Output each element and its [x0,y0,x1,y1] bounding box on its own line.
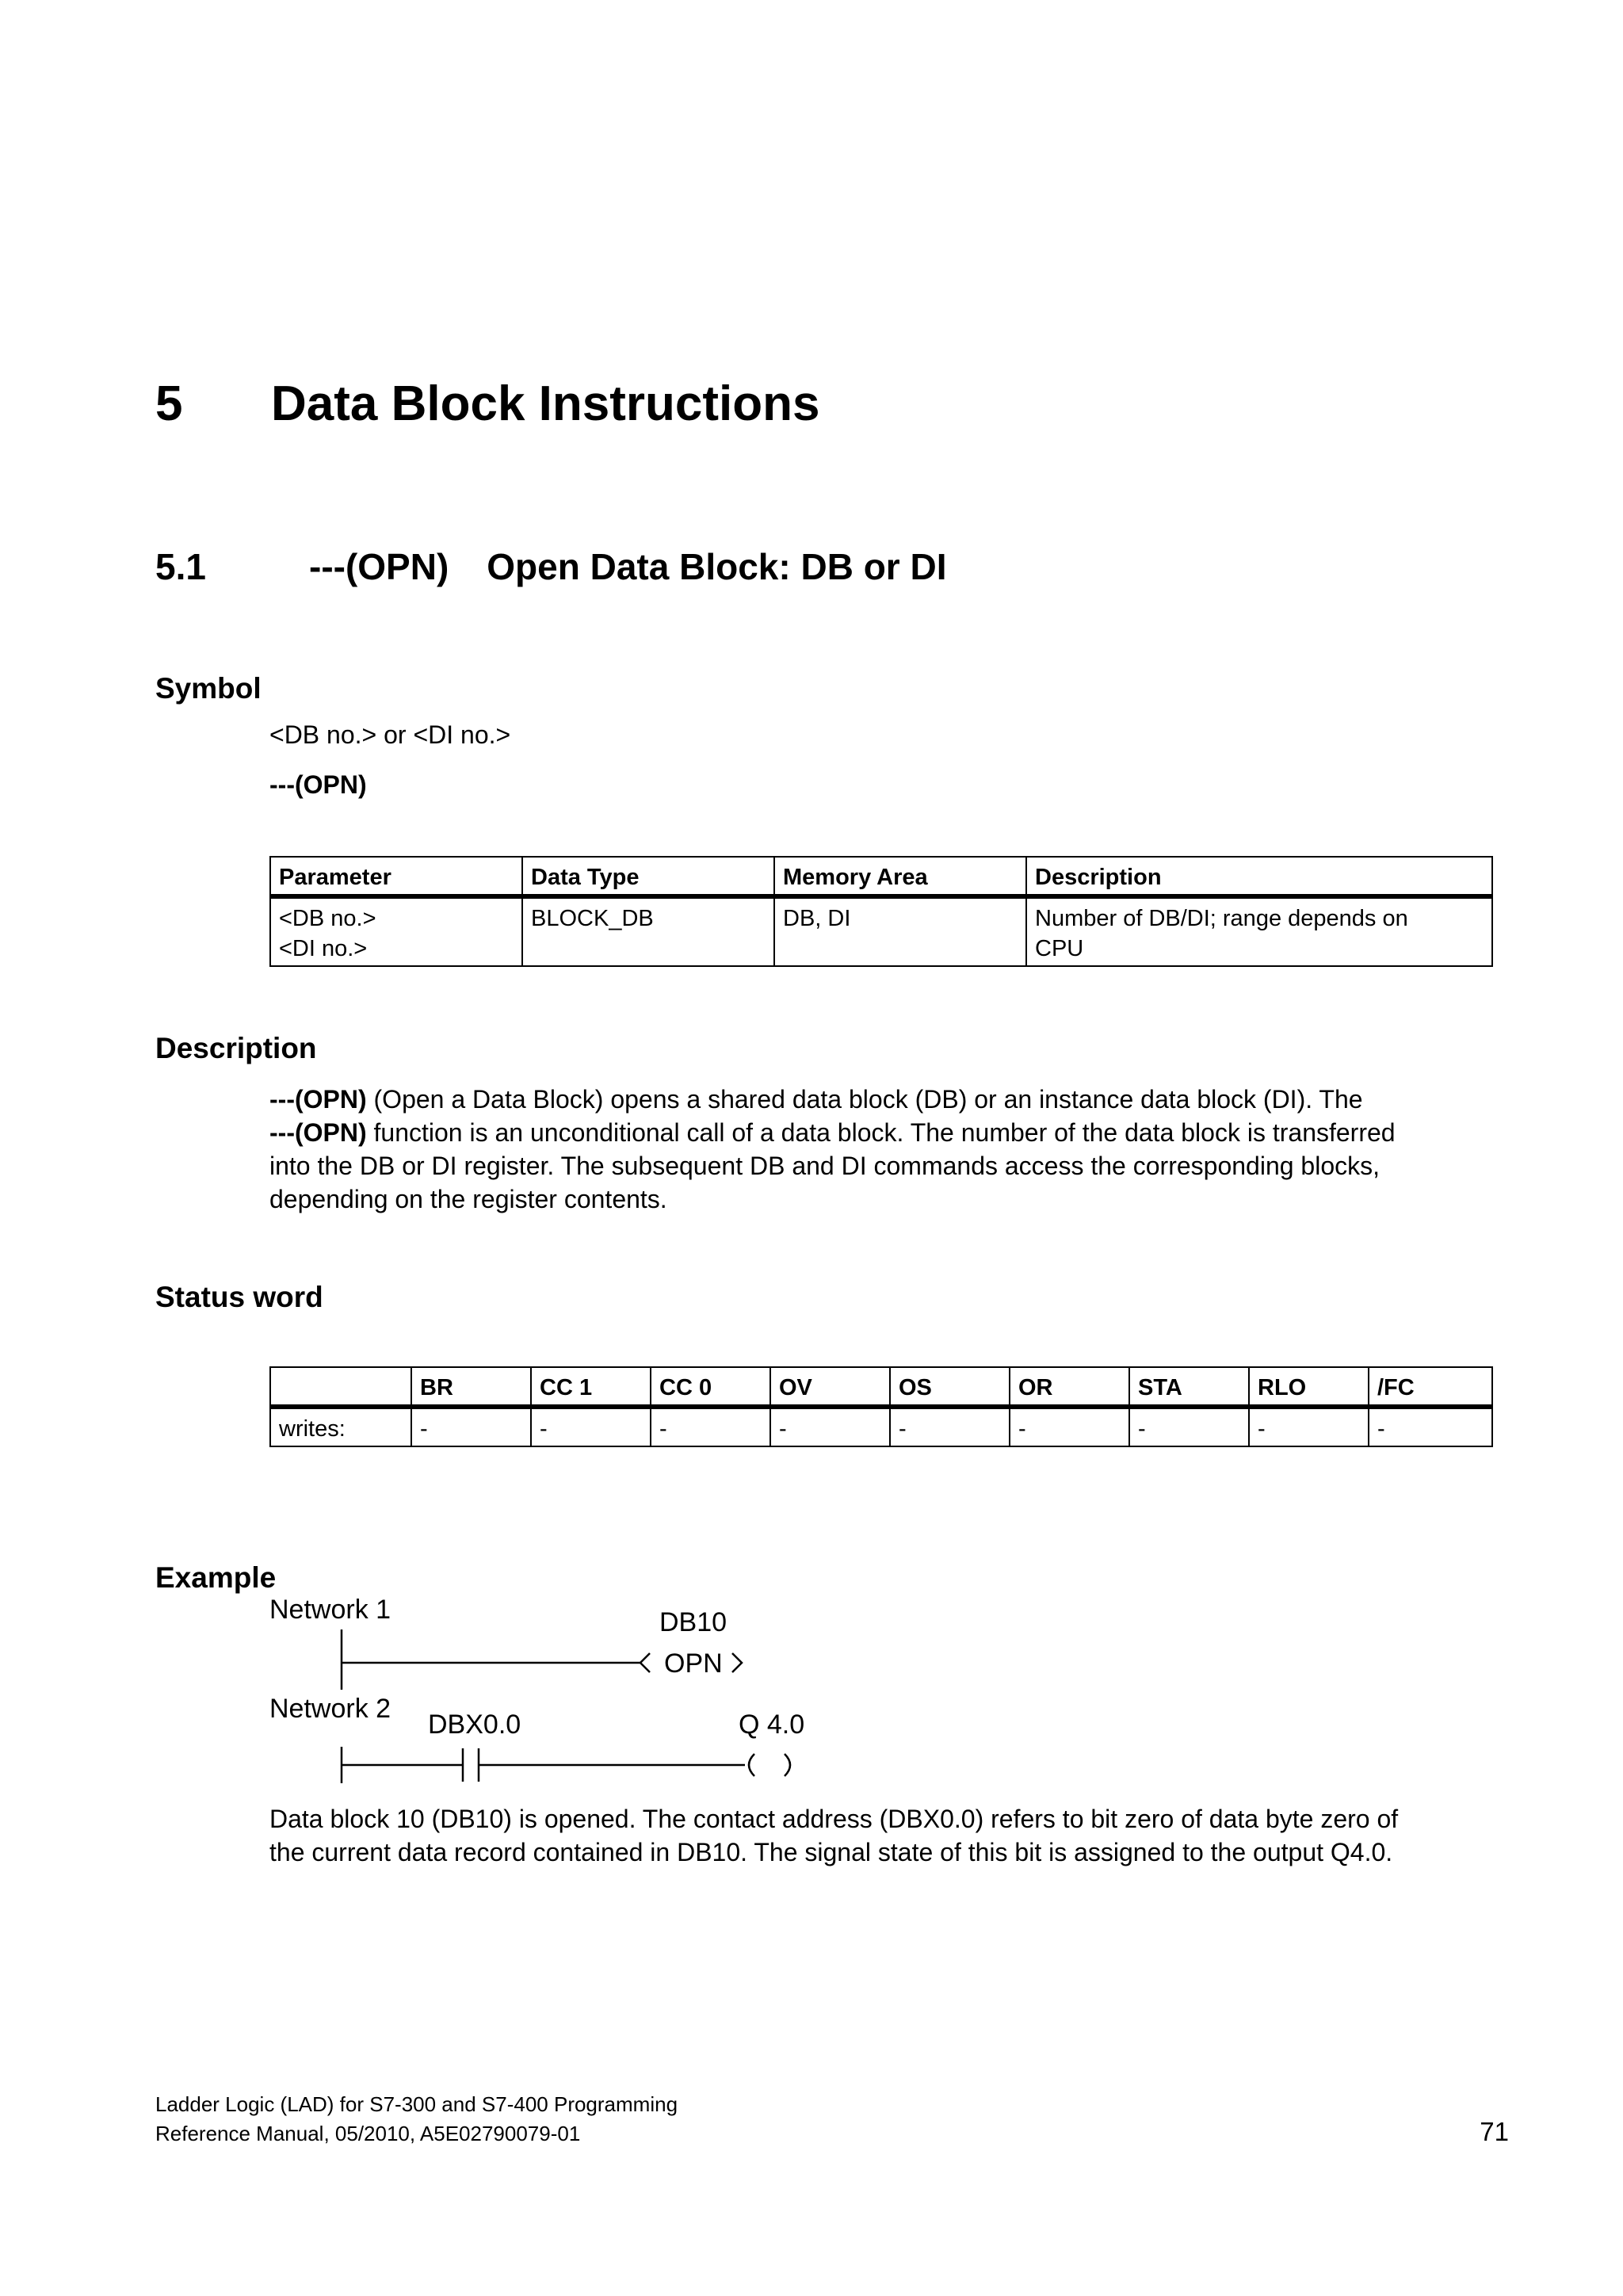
status-header-rlo: RLO [1249,1367,1369,1407]
parameter-di-no: <DI no.> [279,936,368,961]
output-coil-right-arc [785,1754,790,1776]
status-cell-br: - [411,1407,531,1446]
description-heading: Description [155,1032,317,1064]
symbol-operand-line: <DB no.> or <DI no.> [269,720,511,749]
header-parameter: Parameter [270,857,522,896]
status-cell-fc: - [1369,1407,1492,1446]
contact-address-label: DBX0.0 [428,1710,521,1740]
description-line2-text: function is an unconditional call of a data block. The number of the data block is transferred [366,1118,1396,1147]
status-cell-writes: writes: [270,1407,411,1446]
description-line-2: CPU [1035,936,1084,961]
status-cell-sta: - [1129,1407,1249,1446]
symbol-coil-line: ---(OPN) [269,770,367,799]
parameter-db-no: <DB no.> [279,906,376,931]
status-cell-rlo: - [1249,1407,1369,1446]
output-address-label: Q 4.0 [739,1710,805,1740]
network-2-label: Network 2 [269,1694,391,1724]
description-line1-text: (Open a Data Block) opens a shared data block (DB) or an instance data block (DI). The [366,1085,1363,1114]
description-text-line-3: into the DB or DI register. The subsequent DB and DI commands access the corresponding blocks, [269,1152,1381,1180]
status-header-os: OS [890,1367,1010,1407]
description-line-1: Number of DB/DI; range depends on [1035,906,1408,931]
status-header-cc0: CC 0 [651,1367,770,1407]
section-title-text: Open Data Block: DB or DI [487,546,947,587]
status-cell-cc0: - [651,1407,770,1446]
footer-manual-reference: Reference Manual, 05/2010, A5E02790079-01 [155,2122,581,2145]
status-header-or: OR [1010,1367,1129,1407]
example-explanation [269,1802,1398,1869]
description-text-line-4: depending on the register contents. [269,1185,667,1213]
opn-coil-right-bracket [732,1653,742,1672]
opn-keyword: ---(OPN) [269,1085,367,1114]
db10-label: DB10 [659,1607,727,1637]
footer-manual-title: Ladder Logic (LAD) for S7-300 and S7-400 Programming [155,2092,678,2116]
symbol-heading: Symbol [155,672,262,705]
example-text-line-2: the current data record contained in DB10. The signal state of this bit is assigned to the output Q4.0. [269,1838,1393,1866]
status-header-sta: STA [1129,1367,1249,1407]
cell-data-type: BLOCK_DB [522,896,774,966]
example-text-line-1: Data block 10 (DB10) is opened. The contact address (DBX0.0) refers to bit zero of data byte zero of [269,1805,1399,1833]
status-header-ov: OV [770,1367,890,1407]
example-heading: Example [155,1561,277,1594]
status-header-br: BR [411,1367,531,1407]
status-cell-or: - [1010,1407,1129,1446]
status-cell-cc1: - [531,1407,651,1446]
status-cell-ov: - [770,1407,890,1446]
status-cell-os: - [890,1407,1010,1446]
page-number: 71 [1480,2117,1509,2146]
section-number: 5.1 [155,546,206,587]
header-data-type: Data Type [522,857,774,896]
chapter-title: Data Block Instructions [271,376,820,431]
output-coil-left-arc [749,1754,754,1776]
opn-keyword: ---(OPN) [269,1118,367,1147]
chapter-number: 5 [155,376,183,431]
cell-memory-area: DB, DI [774,896,1026,966]
network-1-label: Network 1 [269,1595,391,1625]
header-description: Description [1026,857,1492,896]
status-header-fc: /FC [1369,1367,1492,1407]
opn-coil-left-bracket [640,1653,650,1672]
status-header-cc1: CC 1 [531,1367,651,1407]
header-memory-area: Memory Area [774,857,1026,896]
status-word-heading: Status word [155,1281,323,1313]
section-instruction: ---(OPN) [309,546,449,587]
opn-coil-label: OPN [664,1648,723,1679]
